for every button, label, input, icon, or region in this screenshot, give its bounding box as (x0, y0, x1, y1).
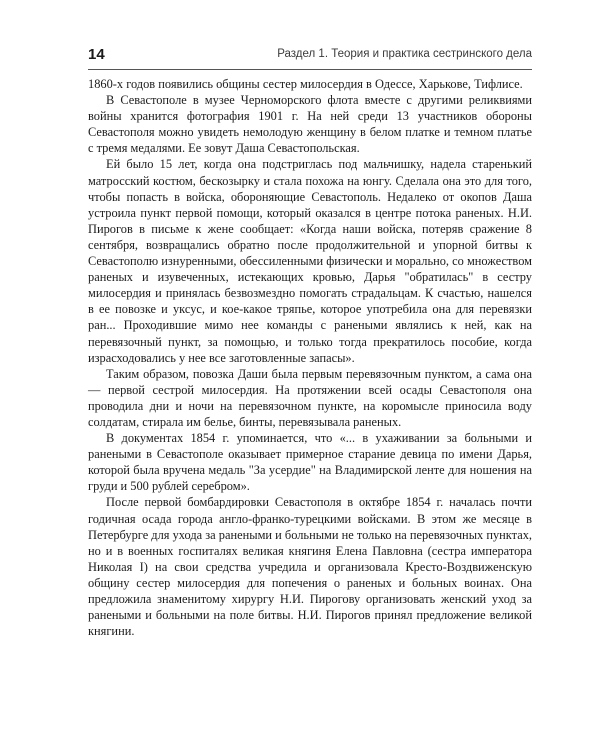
paragraph-siege-community: После первой бомбардировки Севастополя в октябре 1854 г. началась почти годичная осада города англо-франко-турецкими войсками. В этом же месяце в Петербурге для ухода за ранеными и больными не только на перевязочных пунктах, но и в военных госпиталях великая княгиня Елена Павловна (сестра императора Николая I) на свои средства учредила и организовала Кресто-Воздвиженскую общину сестер милосердия для попечения о раненых и больных воинах. Она предложила знаменитому хирургу Н.И. Пирогову организовать женский уход за ранеными и больными на поле битвы. Н.И. Пирогов принял предложение великой княгини. (88, 495, 532, 639)
body-text (88, 76, 532, 639)
page-header (88, 46, 532, 66)
paragraph-dasha-story: Ей было 15 лет, когда она подстриглась под мальчишку, надела старенький матросский костюм, бескозырку и стала похожа на юнгу. Сделала она это для того, чтобы попасть в войска, обороняющие Севастополь. Недалеко от окопов Даша устроила пункт первой помощи, который оказался в центре потока раненых. Н.И. Пирогов в письме к жене сообщает: «Когда наши войска, потеряв сражение 8 сентября, возвращались обратно после продолжительной и упорной битвы к Севастополю изнуренными, обессиленными физически и морально, со множеством раненых и изувеченных, истекающих кровью, Дарья "обратилась" в сестру милосердия и принялась безвозмездно помогать страдальцам. К счастью, нашелся в ее повозке и уксус, и кое-какое тряпье, которое употребила она для перевязки ран... Проходившие мимо нее команды с ранеными являлись к ней, как на перевязочный пункт, за помощью, и только тогда прекратилось пособие, когда израсходовались у нее все заготовленные запасы». (88, 157, 532, 365)
running-title: Раздел 1. Теория и практика сестринского дела (277, 48, 532, 60)
paragraph-first-nurse: Таким образом, повозка Даши была первым перевязочным пунктом, а сама она — первой сестрой милосердия. На протяжении всей осады Севастополя она проводила дни и ночи на перевязочном пункте, на коромысле приносила воду солдатам, стирала им белье, бинты, перевязывала раненых. (88, 366, 532, 429)
paragraph-documents-1854: В документах 1854 г. упоминается, что «... в ухаживании за больными и ранеными в Севастополе оказывает примерное старание девица по имени Дарья, которой была вручена медаль "За усердие" на Владимирской ленте для ношения на груди и 500 рублей серебром». (88, 431, 532, 494)
page-number: 14 (88, 46, 105, 63)
paragraph-continuation: 1860-х годов появились общины сестер милосердия в Одессе, Харькове, Тифлисе. (88, 77, 523, 91)
header-divider (88, 69, 532, 70)
paragraph-museum-photo: В Севастополе в музее Черноморского флота вместе с другими реликвиями войны хранится фотография 1901 г. На ней среди 13 участников обороны Севастополя можно увидеть немолодую женщину в белом платке и темном платье с тремя медалями. Ее зовут Даша Севастопольская. (88, 93, 532, 156)
